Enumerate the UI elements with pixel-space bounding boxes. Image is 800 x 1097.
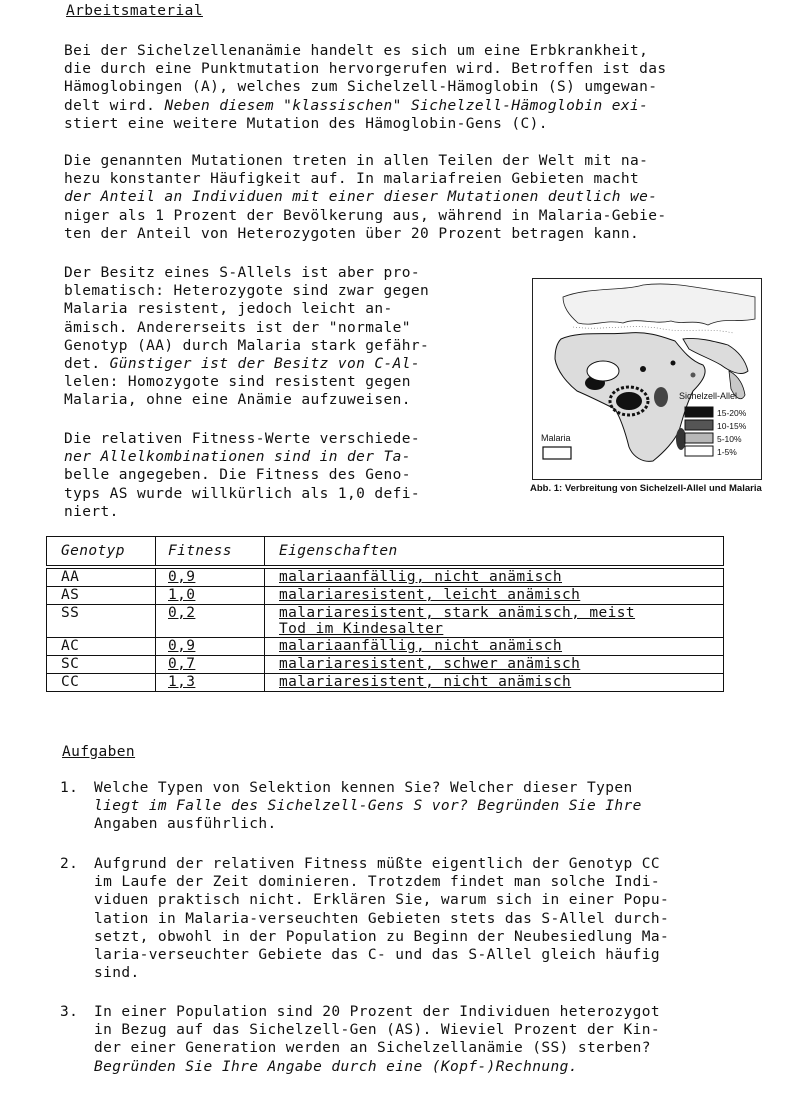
text-line bbox=[64, 319, 504, 337]
zone-west-africa bbox=[587, 361, 619, 381]
text-line bbox=[64, 60, 788, 78]
table-row bbox=[47, 656, 724, 674]
text-segment: Angaben ausführlich. bbox=[94, 816, 277, 833]
properties-text: malariaresistent, schwer anämisch bbox=[279, 656, 581, 672]
text-segment: det. bbox=[64, 356, 110, 373]
properties-text: malariaanfällig, nicht anämisch bbox=[279, 638, 563, 654]
genotype-fitness-table bbox=[46, 536, 724, 692]
text-line bbox=[64, 78, 788, 96]
text-segment: Aufgrund der relativen Fitness müßte eigentlich der Genotyp CC bbox=[94, 856, 661, 872]
text-segment: ner Allelkombinationen sind in der Ta- bbox=[64, 449, 411, 466]
intro-paragraph bbox=[64, 42, 788, 133]
dot-horn bbox=[691, 373, 696, 378]
text-segment: sind. bbox=[94, 965, 140, 982]
text-line bbox=[64, 373, 504, 391]
text-segment: im Laufe der Zeit dominieren. Trotzdem findet man solche Indi- bbox=[94, 874, 661, 891]
text-line bbox=[64, 430, 504, 448]
cell-fitness bbox=[156, 587, 265, 605]
task-item bbox=[60, 1003, 790, 1076]
text-segment: blematisch: Heterozygote sind zwar gegen bbox=[64, 283, 430, 300]
task-item bbox=[60, 855, 790, 982]
text-segment: der Anteil an Individuen mit einer dieser Mutationen deutlich we- bbox=[64, 189, 658, 206]
mediterranean-stipple bbox=[573, 327, 733, 333]
legend-swatch bbox=[685, 407, 713, 417]
legend-label: 10-15% bbox=[717, 421, 747, 431]
hotspot-central-africa bbox=[616, 392, 642, 410]
task-number: 1. bbox=[60, 780, 79, 796]
text-segment: in Bezug auf das Sichelzell-Gen (AS). Wieviel Prozent der Kin- bbox=[94, 1022, 661, 1039]
text-line bbox=[94, 964, 790, 982]
text-segment: belle angegeben. Die Fitness des Geno- bbox=[64, 467, 411, 484]
legend-label: 5-10% bbox=[717, 434, 742, 444]
cell-genotype: AS bbox=[47, 587, 156, 605]
dot-sahel-2 bbox=[671, 361, 676, 366]
cell-fitness bbox=[156, 605, 265, 638]
distribution-paragraph bbox=[64, 152, 788, 243]
text-segment: setzt, obwohl in der Population zu Beginn der Neubesiedlung Ma- bbox=[94, 928, 670, 945]
properties-text: malariaanfällig, nicht anämisch bbox=[279, 569, 563, 585]
task-item bbox=[60, 779, 790, 834]
task-text bbox=[94, 855, 790, 982]
text-line bbox=[94, 855, 790, 873]
hotspot-east-africa bbox=[654, 387, 668, 407]
properties-text: malariaresistent, nicht anämisch bbox=[279, 674, 572, 690]
cell-properties bbox=[265, 605, 724, 638]
text-segment: Günstiger ist der Besitz von C-Al- bbox=[109, 356, 421, 373]
properties-text-continued: Tod im Kindesalter bbox=[279, 621, 444, 637]
text-segment: Begründen Sie Ihre Angabe durch eine (Kopf-)Rechnung. bbox=[94, 1058, 578, 1075]
cell-genotype: AC bbox=[47, 638, 156, 656]
table-row bbox=[47, 567, 724, 587]
text-segment: hezu konstanter Häufigkeit auf. In malariafreien Gebieten macht bbox=[64, 171, 640, 188]
text-segment: niert. bbox=[64, 503, 119, 520]
fitness-paragraph bbox=[64, 430, 504, 521]
text-line bbox=[94, 928, 790, 946]
text-line bbox=[94, 873, 790, 891]
text-segment: Die relativen Fitness-Werte verschiede- bbox=[64, 431, 421, 447]
text-line bbox=[64, 282, 504, 300]
text-line bbox=[94, 1003, 790, 1021]
text-line bbox=[64, 170, 788, 188]
text-segment: Hämoglobingen (A), welches zum Sichelzell-Hämoglobin (S) umgewan- bbox=[64, 79, 658, 96]
text-segment: der einer Generation werden an Sichelzellanämie (SS) sterben? bbox=[94, 1040, 651, 1057]
task-text bbox=[94, 1003, 790, 1076]
text-line bbox=[94, 1021, 790, 1039]
cell-genotype: CC bbox=[47, 674, 156, 692]
legend-swatch bbox=[685, 446, 713, 456]
task-text bbox=[94, 779, 790, 834]
fitness-value: 0,2 bbox=[168, 605, 196, 621]
text-segment: liegt im Falle des Sichelzell-Gens S vor? Begründen Sie Ihre bbox=[94, 798, 642, 815]
cell-fitness bbox=[156, 674, 265, 692]
table-row bbox=[47, 638, 724, 656]
fitness-value: 0,7 bbox=[168, 656, 196, 672]
text-segment: Der Besitz eines S-Allels ist aber pro- bbox=[64, 265, 421, 281]
malaria-swatch bbox=[543, 447, 571, 459]
cell-genotype: AA bbox=[47, 567, 156, 587]
text-segment: laria-verseuchter Gebiete das C- und das S-Allel gleich häufig bbox=[94, 947, 661, 964]
text-line bbox=[64, 337, 504, 355]
text-line bbox=[94, 779, 790, 797]
cell-properties bbox=[265, 567, 724, 587]
text-segment: lelen: Homozygote sind resistent gegen bbox=[64, 374, 411, 391]
legend-label: 1-5% bbox=[717, 447, 737, 457]
text-segment: Welche Typen von Selektion kennen Sie? Welcher dieser Typen bbox=[94, 780, 633, 796]
table-row bbox=[47, 674, 724, 692]
fitness-value: 1,3 bbox=[168, 674, 196, 690]
text-segment: Neben diesem "klassischen" Sichelzell-Hämoglobin exi- bbox=[164, 97, 649, 114]
text-line bbox=[94, 1039, 790, 1057]
text-segment: Die genannten Mutationen treten in allen Teilen der Welt mit na- bbox=[64, 153, 649, 169]
map-legend bbox=[685, 407, 713, 456]
fitness-value: 0,9 bbox=[168, 569, 196, 585]
text-line bbox=[94, 797, 790, 815]
text-segment: viduen praktisch nicht. Erklären Sie, warum sich in einer Popu- bbox=[94, 892, 670, 909]
text-segment: ten der Anteil von Heterozygoten über 20 Prozent betragen kann. bbox=[64, 225, 640, 242]
legend-swatch bbox=[685, 420, 713, 430]
tasks-heading: Aufgaben bbox=[62, 744, 136, 760]
cell-properties bbox=[265, 638, 724, 656]
text-segment: stiert eine weitere Mutation des Hämoglobin-Gens (C). bbox=[64, 115, 548, 132]
text-line bbox=[94, 1058, 790, 1076]
legend-label: 15-20% bbox=[717, 408, 747, 418]
text-line bbox=[64, 485, 504, 503]
cell-fitness bbox=[156, 567, 265, 587]
text-line bbox=[64, 225, 788, 243]
text-line bbox=[94, 891, 790, 909]
text-line bbox=[64, 207, 788, 225]
malaria-label: Malaria bbox=[541, 433, 571, 443]
table-row bbox=[47, 587, 724, 605]
text-segment: Malaria, ohne eine Anämie aufzuweisen. bbox=[64, 392, 411, 409]
task-number: 2. bbox=[60, 856, 79, 872]
text-segment: typs AS wurde willkürlich als 1,0 defi- bbox=[64, 485, 421, 502]
text-line bbox=[64, 355, 504, 373]
properties-text: malariaresistent, stark anämisch, meist bbox=[279, 605, 636, 621]
text-segment: delt wird. bbox=[64, 97, 165, 114]
column-header-fitness: Fitness bbox=[156, 537, 265, 568]
text-line bbox=[94, 815, 790, 833]
text-line bbox=[94, 946, 790, 964]
text-segment: Genotyp (AA) durch Malaria stark gefähr- bbox=[64, 337, 430, 354]
table-header-row bbox=[47, 537, 724, 568]
text-line bbox=[64, 448, 504, 466]
text-line bbox=[64, 42, 788, 60]
dot-sahel-1 bbox=[640, 366, 646, 372]
page-title: Arbeitsmaterial bbox=[66, 3, 203, 19]
distribution-map bbox=[532, 278, 762, 480]
cell-properties bbox=[265, 656, 724, 674]
text-line bbox=[64, 188, 788, 206]
legend-labels bbox=[717, 407, 746, 459]
cell-properties bbox=[265, 587, 724, 605]
text-segment: Bei der Sichelzellenanämie handelt es sich um eine Erbkrankheit, bbox=[64, 43, 649, 59]
legend-title: Sichelzell-Allel bbox=[679, 391, 738, 401]
task-number: 3. bbox=[60, 1004, 79, 1020]
s-allele-paragraph bbox=[64, 264, 504, 410]
text-line bbox=[64, 97, 788, 115]
text-segment: ämisch. Andererseits ist der "normale" bbox=[64, 319, 411, 336]
column-header-properties: Eigenschaften bbox=[265, 537, 724, 568]
text-line bbox=[64, 152, 788, 170]
fitness-value: 0,9 bbox=[168, 638, 196, 654]
europe-landmass bbox=[563, 284, 755, 325]
fitness-value: 1,0 bbox=[168, 587, 196, 603]
text-segment: niger als 1 Prozent der Bevölkerung aus, während in Malaria-Gebie- bbox=[64, 207, 667, 224]
text-line bbox=[64, 300, 504, 318]
text-line bbox=[64, 115, 788, 133]
cell-genotype: SC bbox=[47, 656, 156, 674]
text-segment: Malaria resistent, jedoch leicht an- bbox=[64, 301, 393, 318]
legend-swatch bbox=[685, 433, 713, 443]
cell-fitness bbox=[156, 656, 265, 674]
text-segment: In einer Population sind 20 Prozent der Individuen heterozygot bbox=[94, 1004, 661, 1020]
table-row bbox=[47, 605, 724, 638]
properties-text: malariaresistent, leicht anämisch bbox=[279, 587, 581, 603]
text-line bbox=[64, 466, 504, 484]
text-line bbox=[64, 264, 504, 282]
figure-caption: Abb. 1: Verbreitung von Sichelzell-Allel und Malaria bbox=[530, 483, 762, 494]
cell-fitness bbox=[156, 638, 265, 656]
text-segment: die durch eine Punktmutation hervorgerufen wird. Betroffen ist das bbox=[64, 61, 667, 78]
text-line bbox=[64, 391, 504, 409]
text-line bbox=[94, 910, 790, 928]
text-segment: lation in Malaria-verseuchten Gebieten stets das S-Allel durch- bbox=[94, 910, 670, 927]
cell-genotype: SS bbox=[47, 605, 156, 638]
text-line bbox=[64, 503, 504, 521]
column-header-genotype: Genotyp bbox=[47, 537, 156, 568]
cell-properties bbox=[265, 674, 724, 692]
